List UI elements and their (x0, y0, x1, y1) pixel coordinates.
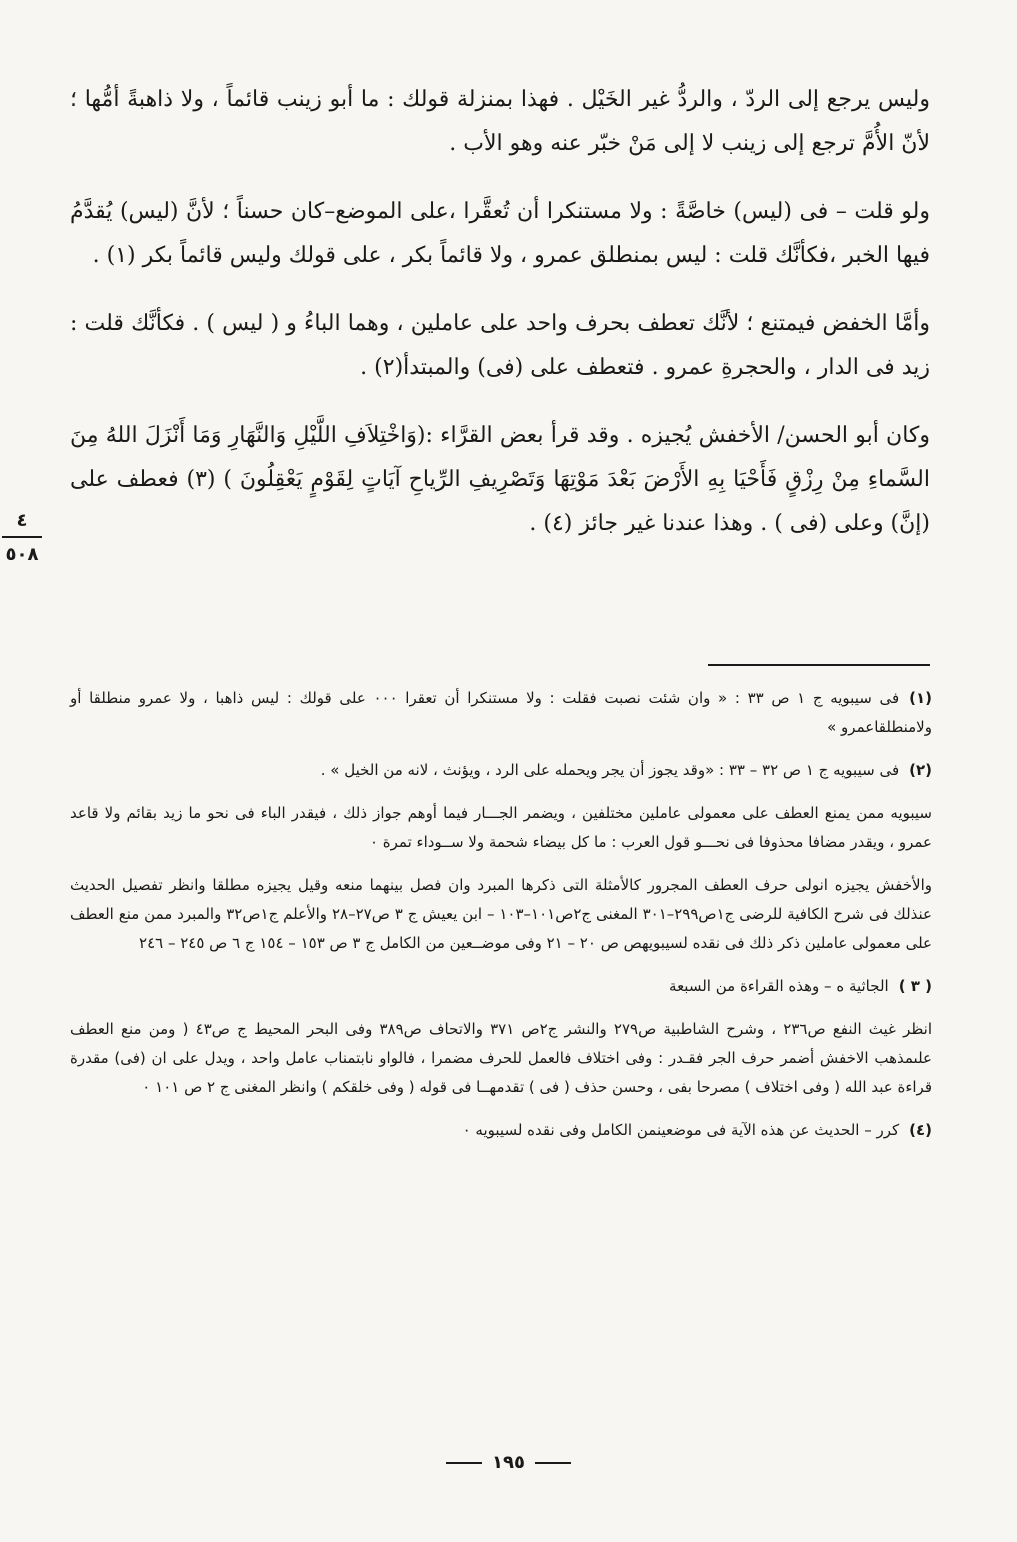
footnotes (70, 684, 932, 1159)
page-number (0, 1452, 1017, 1473)
paragraph-1: وليس يرجع إلى الردّ ، والردُّ غير الخَيْل . فهذا بمنزلة قولك : ما أبو زينب قائماً ، ولا ذاهبةً أمُّها ؛ لأنّ الأُمَّ ترجع إلى زينب لا إلى مَنْ خبّر عنه وهو الأب . (70, 87, 930, 156)
page-number-dash-right (446, 1462, 482, 1464)
footnote-text: انظر غيث النفع ص٢٣٦ ، وشرح الشاطبية ص٢٧٩ والنشر ج٢ص ٣٧١ والاتحاف ص٣٨٩ وفى البحر المحيط ج ص٤٣ ( ومن منع العطف علىمذهب الاخفش أضمر حرف الجر فقـدر : وفى اختلاف فالعمل للحرف مضمرا ، فالواو نابتمناب عامل واحد ، ويدل على ان (فى) مقدرة قراءة عبد الله ( وفى اختلاف ) مصرحا بفى ، وحسن حذف ( فى ) تقدمهــا فى قوله ( وفى خلقكم ) وانظر المغنى ج ٢ ص ١٠١ ٠ (70, 1020, 932, 1096)
footnote-3 (70, 972, 932, 1001)
footnote-2 (70, 756, 932, 785)
paragraph-4: وكان أبو الحسن/ الأخفش يُجيزه . وقد قرأ بعض القرَّاء :(وَاخْتِلاَفِ اللَّيْلِ وَالنَّهَارِ وَمَا أَنْزَلَ اللهُ مِنَ السَّماءِ مِنْ رِزْقٍ فَأَحْيَا بِهِ الأَرْضَ بَعْدَ مَوْتِهَا وَتَصْرِيفِ الرِّياحِ آيَاتٍ لِقَوْمٍ يَعْقِلُونَ ) (٣) فعطف على (إنَّ) وعلى (فى ) . وهذا عندنا غير جائز (٤) . (70, 423, 930, 536)
footnote-text: كرر – الحديث عن هذه الآية فى موضعينمن الكامل وفى نقده لسيبويه ٠ (462, 1121, 900, 1139)
footnote-text: فى سيبويه ج ١ ص ٣٢ – ٣٣ : «وقد يجوز أن يجر ويحمله على الرد ، ويؤنث ، لانه من الخيل » . (320, 761, 900, 779)
footnote-text: سيبويه ممن يمنع العطف على معمولى عاملين مختلفين ، ويضمر الجـــار فيما أوهم جواز ذلك ، فيقدر الباء فى نحو ما زيد بقائم ولا قاعد عمرو ، ويقدر مضافا محذوفا فى نحـــو قول العرب : ما كل بيضاء شحمة ولا ســوداء تمرة ٠ (70, 804, 932, 851)
margin-page-reference (2, 510, 42, 566)
margin-volume: ٤ (2, 510, 42, 538)
main-text (70, 78, 930, 570)
footnote-1 (70, 684, 932, 742)
footnote-2-continued-a (70, 799, 932, 857)
paragraph-2: ولو قلت – فى (ليس) خاصَّةً : ولا مستنكرا أن تُعقَّرا ،على الموضع–كان حسناً ؛ لأنَّ (ليس) يُقدَّمُ فيها الخبر ،فكأنَّك قلت : ليس بمنطلق عمرو ، ولا قائماً بكر ، على قولك وليس قائماً بكر (١) . (70, 199, 930, 268)
paragraph-3: وأمَّا الخفض فيمتنع ؛ لأنَّك تعطف بحرف واحد على عاملين ، وهما الباءُ و ( ليس ) . فكأنَّك قلت : زيد فى الدار ، والحجرةِ عمرو . فتعطف على (فى) والمبتدأ(٢) . (70, 311, 930, 380)
footnote-separator (708, 664, 930, 666)
footnote-3-continued (70, 1015, 932, 1102)
page-number-value: ١٩٥ (492, 1452, 525, 1473)
footnote-text: الجاثية ه – وهذه القراءة من السبعة (669, 977, 889, 995)
footnote-text: والأخفش يجيزه انولى حرف العطف المجرور كالأمثلة التى ذكرها المبرد وان فصل بينهما منعه وقيل يجيزه مطلقا وانظر تفصيل الحديث عنذلك فى شرح الكافية للرضى ج١ص٢٩٩–٣٠١ المغنى ج٢ص١٠١–١٠٣ – ابن يعيش ج ٣ ص٢٧–٢٨ والأعلم ج١ص٣٢ والمبرد ممن منع العطف على معمولى عاملين ذكر ذلك فى نقده لسيبويهص ص ٢٠ – ٢١ وفى موضــعين من الكامل ج ٣ ص ١٥٣ – ١٥٤ ج ٦ ص ٢٤٥ – ٢٤٦ (70, 876, 932, 952)
page-number-dash-left (535, 1462, 571, 1464)
footnote-2-continued-b (70, 871, 932, 958)
footnote-text: فى سيبويه ج ١ ص ٣٣ : « وان شئت نصبت فقلت : ولا مستنكرا أن تعقرا ٠٠٠ على قولك : ليس ذاهبا ، ولا عمرو منطلقا أو ولامنطلقاعمرو » (70, 689, 932, 736)
footnote-number: ( ٣ ) (898, 977, 932, 995)
margin-page: ٥٠٨ (5, 544, 39, 565)
footnote-number: (٢) (909, 761, 932, 779)
footnote-number: (١) (909, 689, 933, 707)
footnote-number: (٤) (909, 1121, 932, 1139)
footnote-4 (70, 1116, 932, 1145)
